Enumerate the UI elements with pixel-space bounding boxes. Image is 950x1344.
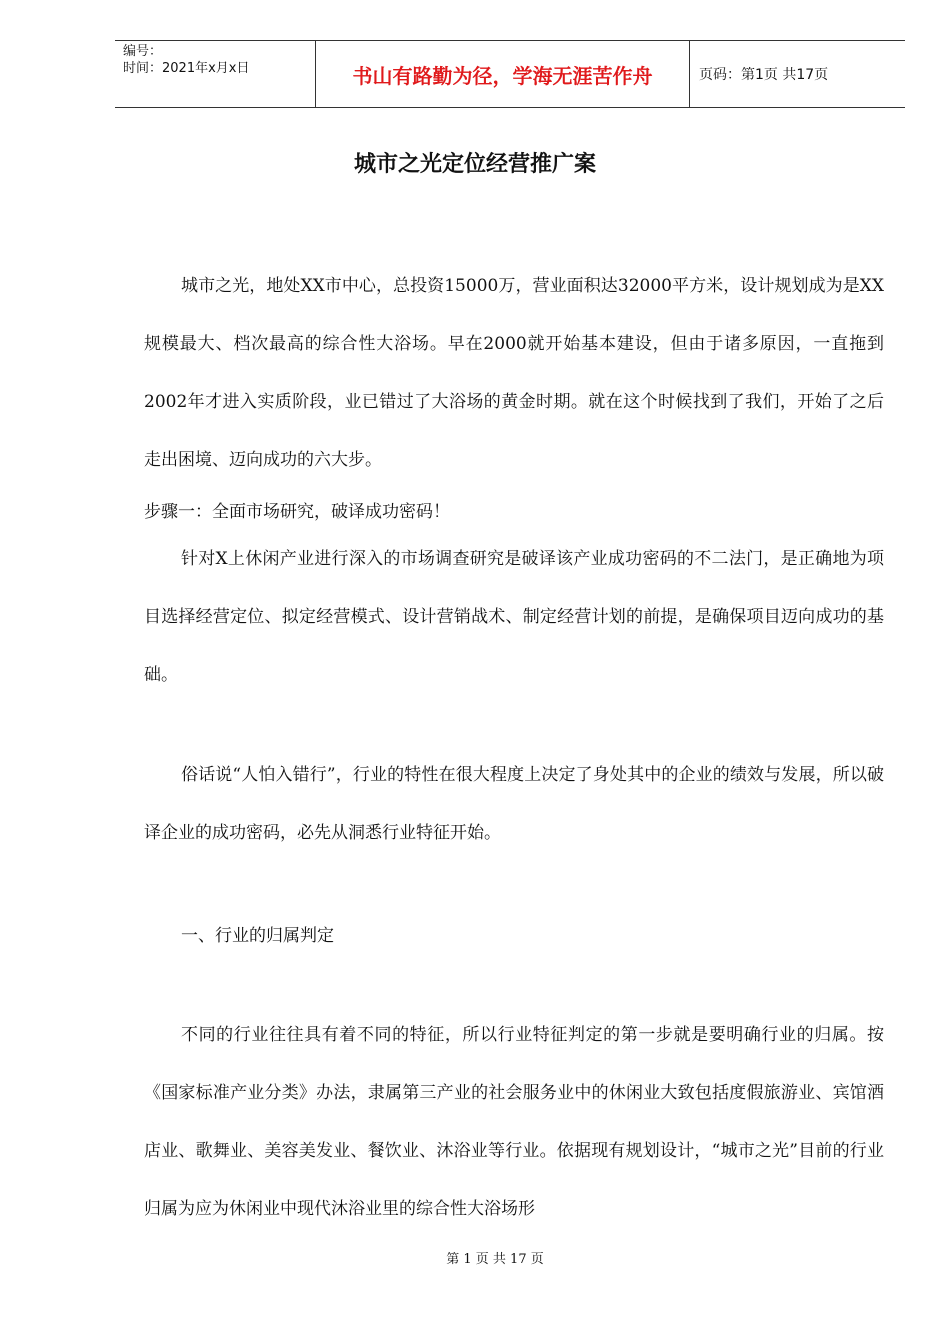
page-header	[115, 40, 905, 108]
serial-label: 编号：	[123, 44, 163, 59]
header-meta-cell	[115, 41, 316, 107]
section-heading: 一、行业的归属判定	[181, 926, 334, 946]
paragraph-industry: 不同的行业往往具有着不同的特征，所以行业特征判定的第一步就是要明确行业的归属。按《国家标准产业分类》办法，隶属第三产业的社会服务业中的休闲业大致包括度假旅游业、宾馆酒店业、歌舞业、美容美发业、餐饮业、沐浴业等行业。依据现有规划设计，“城市之光”目前的行业归属为应为休闲业中现代沐浴业里的综合性大浴场形	[144, 1025, 884, 1219]
header-motto: 书山有路勤为径，学海无涯苦作舟	[316, 41, 690, 107]
time-label: 时间：2021年x月x日	[123, 61, 250, 76]
page-footer: 第 1 页 共 17 页	[446, 1252, 544, 1267]
header-page-info: 页码：第1页 共17页	[699, 67, 829, 83]
step-heading: 步骤一：全面市场研究，破译成功密码！	[144, 502, 450, 522]
paragraph-intro: 城市之光，地处XX市中心，总投资15000万，营业面积达32000平方米，设计规划成为是XX规模最大、档次最高的综合性大浴场。早在2000就开始基本建设，但由于诸多原因，一直拖到2002年才进入实质阶段，业已错过了大浴场的黄金时期。就在这个时候找到了我们，开始了之后走出困境、迈向成功的六大步。	[144, 276, 884, 470]
paragraph-research: 针对X上休闲产业进行深入的市场调查研究是破译该产业成功密码的不二法门，是正确地为项目选择经营定位、拟定经营模式、设计营销战术、制定经营计划的前提，是确保项目迈向成功的基础。	[144, 549, 884, 685]
paragraph-saying: 俗话说“人怕入错行”，行业的特性在很大程度上决定了身处其中的企业的绩效与发展，所以破译企业的成功密码，必先从洞悉行业特征开始。	[144, 765, 884, 843]
document-title: 城市之光定位经营推广案	[353, 152, 596, 177]
